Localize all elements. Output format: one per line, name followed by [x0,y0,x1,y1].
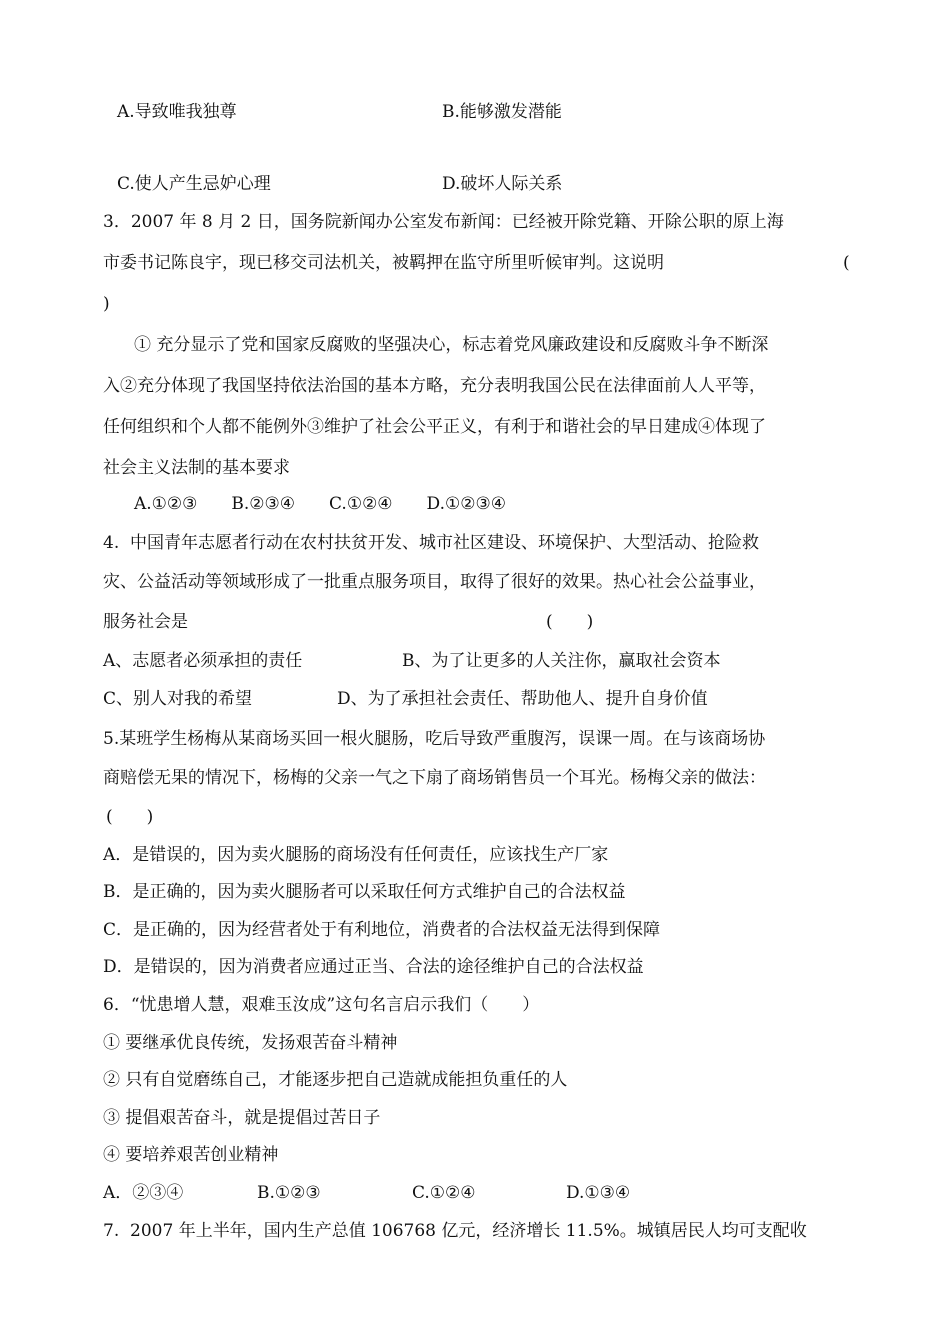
q4-option-c: C、别人对我的希望 [103,689,253,709]
q3-options: A.①②③ B.②③④ C.①②④ D.①②③④ [134,494,506,514]
q6-option-a: A．②③④ [103,1183,184,1203]
q4-paren: ( ) [546,612,594,632]
q4-line-1: 4. 中国青年志愿者行动在农村扶贫开发、城市社区建设、环境保护、大型活动、抢险救 [103,533,760,553]
q4-line-2: 灾、公益活动等领域形成了一批重点服务项目，取得了很好的效果。热心社会公益事业， [103,572,766,592]
q4-option-a: A、志愿者必须承担的责任 [103,651,303,671]
q5-option-d: D．是错误的，因为消费者应通过正当、合法的途径维护自己的合法权益 [103,957,644,977]
q5-option-b: B．是正确的，因为卖火腿肠者可以采取任何方式维护自己的合法权益 [103,882,626,902]
q6-option-d: D.①③④ [566,1183,631,1203]
q6-line-1: 6．“忧患增人慧，艰难玉汝成”这句名言启示我们（ ） [103,995,540,1015]
q6-item-2: ② 只有自觉磨练自己，才能逐步把自己造就成能担负重任的人 [103,1070,568,1090]
q5-option-c: C．是正确的，因为经营者处于有利地位，消费者的合法权益无法得到保障 [103,920,661,940]
q3-body-2: 入②充分体现了我国坚持依法治国的基本方略，充分表明我国公民在法律面前人人平等， [103,376,766,396]
q3-paren-close: ) [103,294,110,314]
q3-body-4: 社会主义法制的基本要求 [103,458,290,478]
q2-option-b: B.能够激发潜能 [442,102,562,122]
q6-option-b: B.①②③ [257,1183,321,1203]
q4-line-3: 服务社会是 [103,612,188,632]
q6-item-4: ④ 要培养艰苦创业精神 [103,1145,279,1165]
q5-option-a: A．是错误的，因为卖火腿肠的商场没有任何责任，应该找生产厂家 [103,845,609,865]
q2-option-d: D.破坏人际关系 [442,174,563,194]
q3-paren-open: ( [843,253,850,273]
q4-option-b: B、为了让更多的人关注你，赢取社会资本 [402,651,721,671]
q3-line-1: 3．2007 年 8 月 2 日，国务院新闻办公室发布新闻：已经被开除党籍、开除公职的原上海 [103,212,784,232]
q3-body-1: ① 充分显示了党和国家反腐败的坚强决心，标志着党风廉政建设和反腐败斗争不断深 [134,335,769,355]
q3-line-2: 市委书记陈良宇，现已移交司法机关，被羁押在监守所里听候审判。这说明 [103,253,664,273]
q5-line-2: 商赔偿无果的情况下，杨梅的父亲一气之下扇了商场销售员一个耳光。杨梅父亲的做法： [103,768,766,788]
q6-item-1: ① 要继承优良传统，发扬艰苦奋斗精神 [103,1033,398,1053]
q4-option-d: D、为了承担社会责任、帮助他人、提升自身价值 [337,689,708,709]
q6-option-c: C.①②④ [412,1183,476,1203]
q5-line-1: 5.某班学生杨梅从某商场买回一根火腿肠，吃后导致严重腹泻，误课一周。在与该商场协 [103,729,766,749]
q3-body-3: 任何组织和个人都不能例外③维护了社会公平正义，有利于和谐社会的早日建成④体现了 [103,417,766,437]
q7-line-1: 7. 2007 年上半年，国内生产总值 106768 亿元，经济增长 11.5%。城镇居民人均可支配收 [103,1221,807,1241]
q6-item-3: ③ 提倡艰苦奋斗，就是提倡过苦日子 [103,1108,381,1128]
q2-option-c: C.使人产生忌妒心理 [117,174,271,194]
q2-option-a: A.导致唯我独尊 [117,102,237,122]
q5-paren: ( ) [106,807,154,827]
